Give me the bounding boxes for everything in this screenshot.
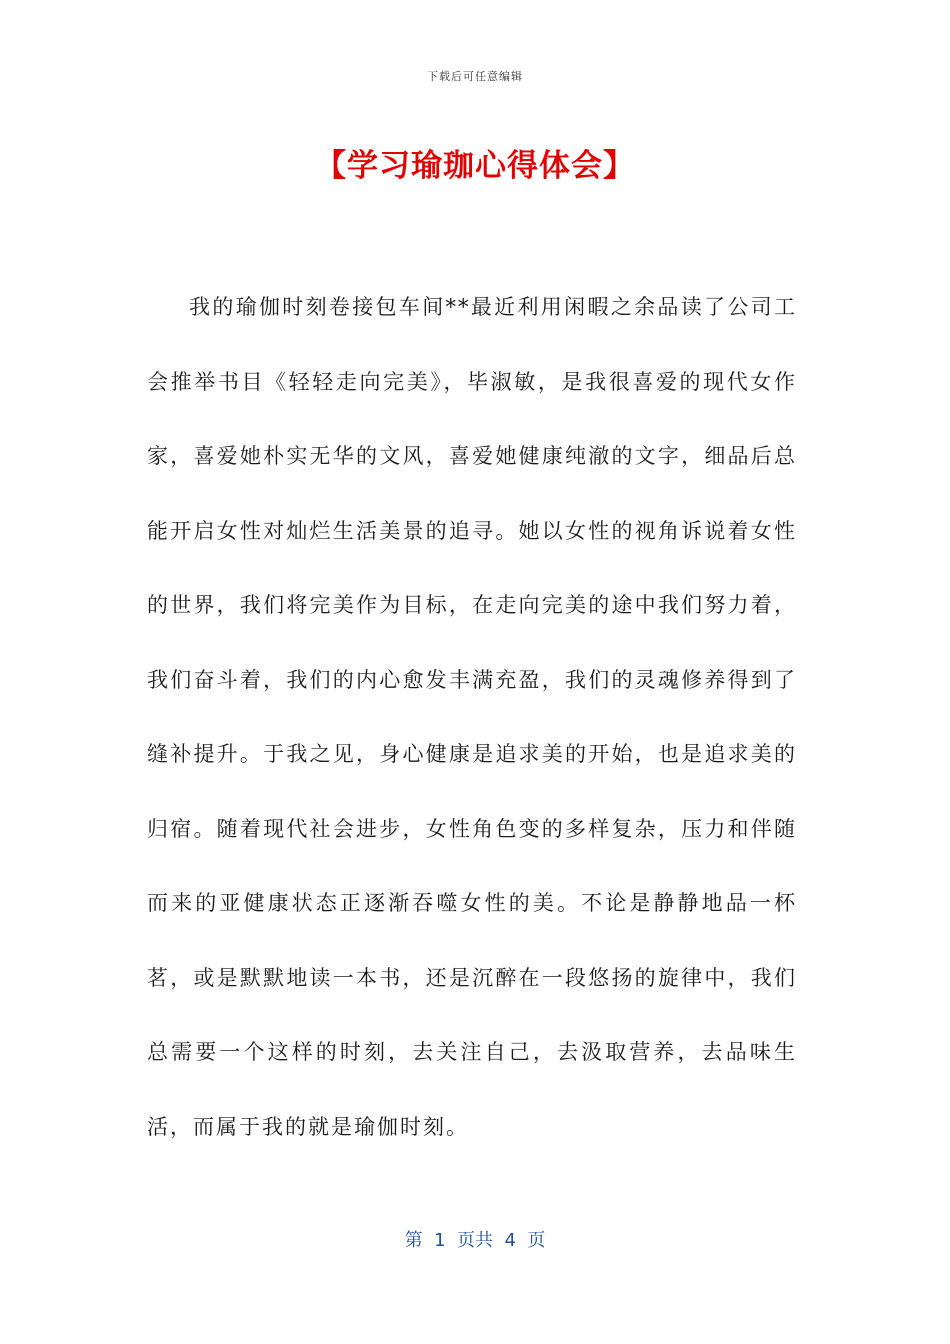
document-title: 【学习瑜珈心得体会】	[315, 148, 635, 184]
header-note: 下载后可任意编辑	[427, 70, 523, 83]
page-footer: 第 1 页共 4 页	[404, 1230, 546, 1251]
body-paragraph: 我的瑜伽时刻卷接包车间**最近利用闲暇之余品读了公司工会推举书目《轻轻走向完美》，毕淑敏，是我很喜爱的现代女作家，喜爱她朴实无华的文风，喜爱她健康纯澈的文字，细品后总能开启女性对灿烂生活美景的追寻。她以女性的视角诉说着女性的世界，我们将完美作为目标，在走向完美的途中我们努力着，我们奋斗着，我们的内心愈发丰满充盈，我们的灵魂修养得到了缝补提升。于我之见，身心健康是追求美的开始，也是追求美的归宿。随着现代社会进步，女性角色变的多样复杂，压力和伴随而来的亚健康状态正逐渐吞噬女性的美。不论是静静地品一杯茗，或是默默地读一本书，还是沉醉在一段悠扬的旋律中，我们总需要一个这样的时刻，去关注自己，去汲取营养，去品味生活，而属于我的就是瑜伽时刻。	[147, 295, 797, 1139]
